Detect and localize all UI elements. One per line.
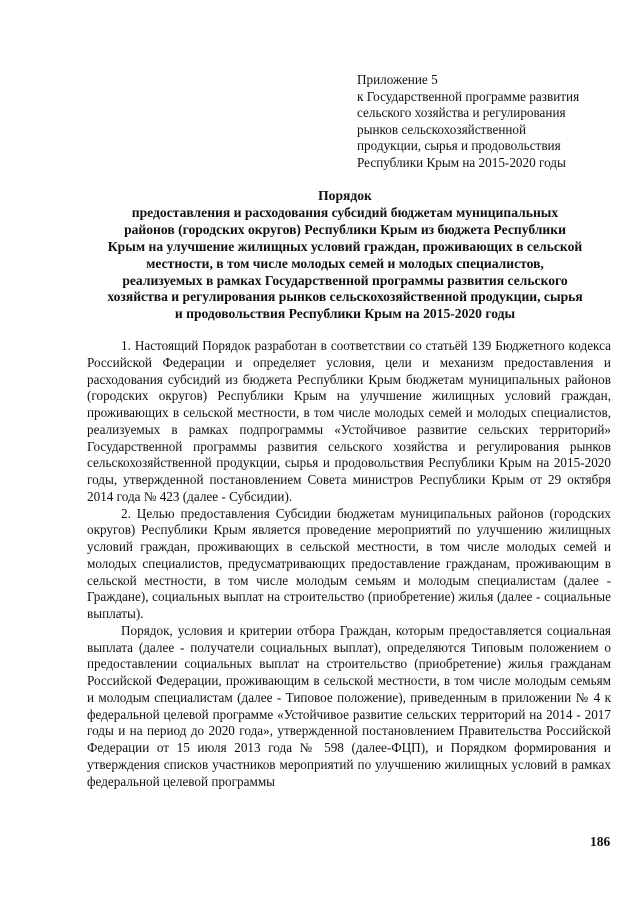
body-paragraph: 1. Настоящий Порядок разработан в соответствии со статьёй 139 Бюджетного кодекса Российской Федерации и определяет условия, цели и механизм предоставления и расходования субсидий из бюджета Республики Крым бюджетам муниципальных районов (городских округов) Республики Крым на улучшение жилищных условий граждан, проживающих в сельской местности, в том числе молодых семей и молодых специалистов, реализуемых в рамках подпрограммы «Устойчивое развитие сельских территорий» Государственной программы развития сельского хозяйства и регулирования рынков сельскохозяйственной продукции, сырья и продовольствия Республики Крым на 2015-2020 годы, утвержденной постановлением Совета министров Республики Крым от 29 октября 2014 года № 423 (далее - Субсидии). <box>87 338 611 504</box>
title-line: Крым на улучшение жилищных условий граждан, проживающих в сельской <box>107 238 583 254</box>
title-line: местности, в том числе молодых семей и молодых специалистов, <box>146 255 544 271</box>
title-line: предоставления и расходования субсидий бюджетам муниципальных <box>131 204 559 220</box>
appendix-line: сельского хозяйства и регулирования <box>357 105 566 121</box>
title-line: реализуемых в рамках Государственной программы развития сельского <box>122 272 568 288</box>
appendix-line: рынков сельскохозяйственной <box>357 121 527 137</box>
appendix-header <box>357 72 619 172</box>
title-line: хозяйства и регулирования рынков сельскохозяйственной продукции, сырья <box>107 289 583 305</box>
body-paragraph: Порядок, условия и критерии отбора Граждан, которым предоставляется социальная выплата (далее - получатели социальных выплат), определяются Типовым положением о предоставлении социальных выплат на строительство (приобретение) жилья гражданам Российской Федерации, проживающим в сельской местности, в том числе молодым семьям и молодым специалистам (далее - Типовое положение), приведенным в приложении № 4 к федеральной целевой программе «Устойчивое развитие сельских территорий на 2014 - 2017 годы и на период до 2020 года», утвержденной постановлением Правительства Российской Федерации от 15 июля 2013 года № 598 (далее-ФЦП), и Порядком формирования и утверждения списков участников мероприятий по улучшению жилищных условий в рамках федеральной целевой программы <box>87 622 611 789</box>
appendix-line: Приложение 5 <box>357 72 438 87</box>
appendix-line: к Государственной программе развития <box>357 88 580 104</box>
title-line: Порядок <box>318 188 372 203</box>
title-line: и продовольствия Республики Крым на 2015-2020 годы <box>174 306 516 322</box>
appendix-line: Республики Крым на 2015-2020 годы <box>357 154 566 170</box>
appendix-line: продукции, сырья и продовольствия <box>357 138 561 154</box>
document-title <box>76 188 614 323</box>
title-line: районов (городских округов) Республики Крым из бюджета Республики <box>124 221 566 237</box>
body-paragraph: 2. Целью предоставления Субсидии бюджетам муниципальных районов (городских округов) Республики Крым является проведение мероприятий по улучшению жилищных условий граждан, проживающих в сельской местности, в том числе молодых семей и молодых специалистов, предусматривающих предоставление гражданам, проживающим в сельской местности, в том числе молодым семьям и молодым специалистам (далее - Граждане), социальных выплат на строительство (приобретение) жилья (далее - социальные выплаты). <box>87 505 611 621</box>
page-number: 186 <box>590 834 611 849</box>
document-body <box>87 338 611 790</box>
